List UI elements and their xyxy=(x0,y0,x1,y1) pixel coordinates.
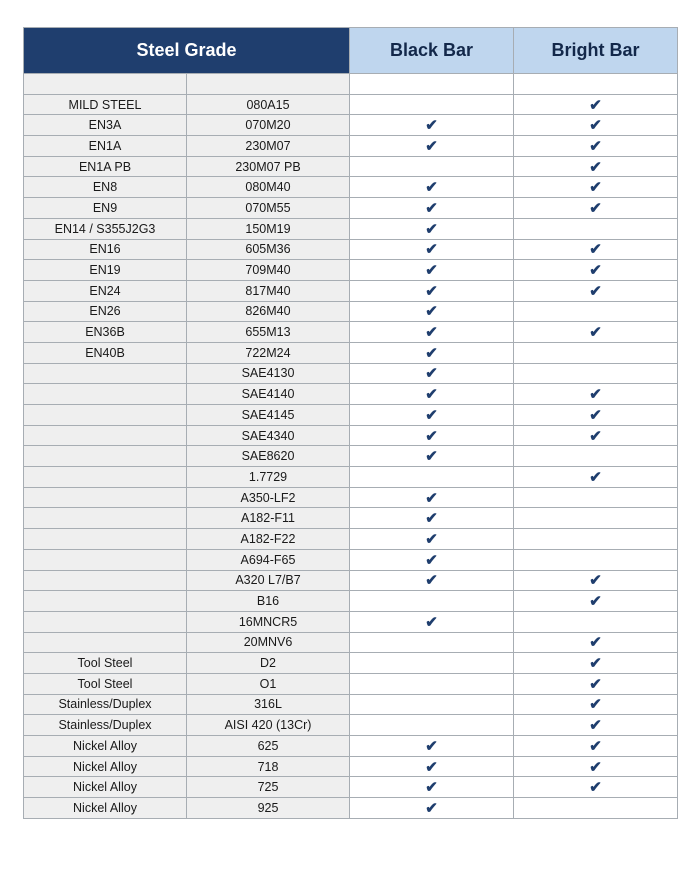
grade-code-cell: 070M20 xyxy=(187,115,350,136)
black-bar-cell xyxy=(350,694,514,715)
spacer-cell xyxy=(24,74,187,95)
grade-name-cell: EN16 xyxy=(24,239,187,260)
grade-code-cell: 718 xyxy=(187,756,350,777)
check-icon: ✔ xyxy=(425,551,438,569)
black-bar-cell xyxy=(350,342,514,363)
black-bar-cell xyxy=(350,673,514,694)
bright-bar-cell xyxy=(514,529,678,550)
bright-bar-cell xyxy=(514,218,678,239)
grade-name-cell: EN40B xyxy=(24,342,187,363)
grade-name-cell xyxy=(24,446,187,467)
bright-bar-cell xyxy=(514,384,678,405)
grade-name-cell: Nickel Alloy xyxy=(24,798,187,819)
table-row xyxy=(24,570,678,591)
grade-name-cell xyxy=(24,611,187,632)
check-icon: ✔ xyxy=(589,593,602,611)
bright-bar-cell xyxy=(514,632,678,653)
grade-code-cell: 16MNCR5 xyxy=(187,611,350,632)
grade-code-cell: 817M40 xyxy=(187,280,350,301)
bright-bar-cell xyxy=(514,715,678,736)
table-body xyxy=(24,74,678,819)
grade-name-cell xyxy=(24,508,187,529)
grade-code-cell: O1 xyxy=(187,673,350,694)
check-icon: ✔ xyxy=(425,344,438,362)
table-row xyxy=(24,177,678,198)
table-row xyxy=(24,425,678,446)
grade-name-cell: Nickel Alloy xyxy=(24,736,187,757)
check-icon: ✔ xyxy=(425,427,438,445)
table-row xyxy=(24,384,678,405)
table-row xyxy=(24,673,678,694)
black-bar-cell xyxy=(350,239,514,260)
black-bar-cell xyxy=(350,425,514,446)
table-row xyxy=(24,260,678,281)
table-row xyxy=(24,508,678,529)
black-bar-cell xyxy=(350,487,514,508)
black-bar-cell xyxy=(350,177,514,198)
check-icon: ✔ xyxy=(425,448,438,466)
table-row xyxy=(24,156,678,177)
check-icon: ✔ xyxy=(589,137,602,155)
bright-bar-cell xyxy=(514,777,678,798)
table-row xyxy=(24,529,678,550)
check-icon: ✔ xyxy=(589,634,602,652)
bright-bar-cell xyxy=(514,611,678,632)
check-icon: ✔ xyxy=(425,530,438,548)
table-row xyxy=(24,363,678,384)
bright-bar-cell xyxy=(514,756,678,777)
bright-bar-cell xyxy=(514,322,678,343)
bright-bar-cell xyxy=(514,446,678,467)
table-row xyxy=(24,467,678,488)
check-icon: ✔ xyxy=(589,241,602,259)
bright-bar-cell xyxy=(514,94,678,115)
spacer-cell xyxy=(350,74,514,95)
table-row xyxy=(24,280,678,301)
grade-code-cell: A350-LF2 xyxy=(187,487,350,508)
check-icon: ✔ xyxy=(425,220,438,238)
black-bar-cell xyxy=(350,798,514,819)
table-row xyxy=(24,239,678,260)
bright-bar-cell xyxy=(514,280,678,301)
grade-code-cell: 080A15 xyxy=(187,94,350,115)
black-bar-cell xyxy=(350,653,514,674)
grade-code-cell: 1.7729 xyxy=(187,467,350,488)
grade-name-cell xyxy=(24,487,187,508)
check-icon: ✔ xyxy=(589,262,602,280)
check-icon: ✔ xyxy=(589,282,602,300)
check-icon: ✔ xyxy=(589,179,602,197)
black-bar-cell xyxy=(350,198,514,219)
black-bar-cell xyxy=(350,218,514,239)
grade-code-cell: SAE4145 xyxy=(187,405,350,426)
grade-code-cell: 725 xyxy=(187,777,350,798)
black-bar-cell xyxy=(350,363,514,384)
grade-name-cell: Nickel Alloy xyxy=(24,756,187,777)
table-row xyxy=(24,694,678,715)
grade-name-cell xyxy=(24,363,187,384)
grade-name-cell xyxy=(24,467,187,488)
check-icon: ✔ xyxy=(425,737,438,755)
table-row xyxy=(24,115,678,136)
grade-code-cell: 625 xyxy=(187,736,350,757)
grade-name-cell: Tool Steel xyxy=(24,673,187,694)
check-icon: ✔ xyxy=(589,779,602,797)
grade-code-cell: 316L xyxy=(187,694,350,715)
bright-bar-cell xyxy=(514,115,678,136)
grade-name-cell: EN1A PB xyxy=(24,156,187,177)
black-bar-cell xyxy=(350,736,514,757)
table-row xyxy=(24,777,678,798)
grade-code-cell: SAE8620 xyxy=(187,446,350,467)
check-icon: ✔ xyxy=(425,406,438,424)
check-icon: ✔ xyxy=(589,199,602,217)
grade-code-cell: 826M40 xyxy=(187,301,350,322)
check-icon: ✔ xyxy=(589,696,602,714)
check-icon: ✔ xyxy=(425,303,438,321)
grade-name-cell: Stainless/Duplex xyxy=(24,694,187,715)
check-icon: ✔ xyxy=(425,799,438,817)
grade-code-cell: SAE4140 xyxy=(187,384,350,405)
grade-code-cell: A182-F22 xyxy=(187,529,350,550)
table-row xyxy=(24,218,678,239)
check-icon: ✔ xyxy=(589,468,602,486)
check-icon: ✔ xyxy=(425,510,438,528)
grade-code-cell: SAE4340 xyxy=(187,425,350,446)
table-row xyxy=(24,611,678,632)
table-row xyxy=(24,798,678,819)
bright-bar-cell xyxy=(514,136,678,157)
grade-name-cell: EN26 xyxy=(24,301,187,322)
check-icon: ✔ xyxy=(425,179,438,197)
black-bar-cell xyxy=(350,260,514,281)
black-bar-cell xyxy=(350,136,514,157)
bright-bar-cell xyxy=(514,342,678,363)
check-icon: ✔ xyxy=(589,406,602,424)
check-icon: ✔ xyxy=(589,758,602,776)
check-icon: ✔ xyxy=(589,427,602,445)
black-bar-cell xyxy=(350,529,514,550)
black-bar-cell xyxy=(350,156,514,177)
check-icon: ✔ xyxy=(425,386,438,404)
table-row xyxy=(24,549,678,570)
grade-code-cell: 230M07 xyxy=(187,136,350,157)
check-icon: ✔ xyxy=(425,117,438,135)
grade-name-cell: EN1A xyxy=(24,136,187,157)
table-row xyxy=(24,94,678,115)
grade-name-cell xyxy=(24,632,187,653)
black-bar-cell xyxy=(350,467,514,488)
check-icon: ✔ xyxy=(589,158,602,176)
bright-bar-cell xyxy=(514,508,678,529)
bright-bar-cell xyxy=(514,301,678,322)
grade-code-cell: 605M36 xyxy=(187,239,350,260)
check-icon: ✔ xyxy=(589,717,602,735)
grade-name-cell xyxy=(24,529,187,550)
table-row xyxy=(24,632,678,653)
check-icon: ✔ xyxy=(425,365,438,383)
table-row xyxy=(24,322,678,343)
black-bar-cell xyxy=(350,508,514,529)
grade-name-cell: Nickel Alloy xyxy=(24,777,187,798)
black-bar-cell xyxy=(350,777,514,798)
bright-bar-cell xyxy=(514,198,678,219)
spacer-row xyxy=(24,74,678,95)
bright-bar-cell xyxy=(514,487,678,508)
grade-name-cell xyxy=(24,549,187,570)
check-icon: ✔ xyxy=(425,489,438,507)
grade-code-cell: 722M24 xyxy=(187,342,350,363)
grade-code-cell: B16 xyxy=(187,591,350,612)
black-bar-cell xyxy=(350,301,514,322)
check-icon: ✔ xyxy=(425,572,438,590)
grade-name-cell: EN3A xyxy=(24,115,187,136)
grade-code-cell: 070M55 xyxy=(187,198,350,219)
table-header xyxy=(24,28,678,74)
grade-code-cell: A182-F11 xyxy=(187,508,350,529)
grade-code-cell: 655M13 xyxy=(187,322,350,343)
black-bar-cell xyxy=(350,405,514,426)
table-row xyxy=(24,591,678,612)
black-bar-cell xyxy=(350,94,514,115)
table-row xyxy=(24,342,678,363)
bright-bar-cell xyxy=(514,673,678,694)
spacer-cell xyxy=(187,74,350,95)
grade-name-cell: EN36B xyxy=(24,322,187,343)
grade-code-cell: 080M40 xyxy=(187,177,350,198)
grade-name-cell xyxy=(24,405,187,426)
black-bar-cell xyxy=(350,591,514,612)
bright-bar-cell xyxy=(514,798,678,819)
grade-name-cell: EN14 / S355J2G3 xyxy=(24,218,187,239)
table-row xyxy=(24,736,678,757)
black-bar-cell xyxy=(350,322,514,343)
bright-bar-cell xyxy=(514,239,678,260)
grade-name-cell xyxy=(24,425,187,446)
grade-name-cell: Stainless/Duplex xyxy=(24,715,187,736)
grade-name-cell: EN9 xyxy=(24,198,187,219)
check-icon: ✔ xyxy=(589,117,602,135)
check-icon: ✔ xyxy=(425,613,438,631)
table-row xyxy=(24,136,678,157)
grade-code-cell: 230M07 PB xyxy=(187,156,350,177)
table-row xyxy=(24,487,678,508)
black-bar-cell xyxy=(350,446,514,467)
check-icon: ✔ xyxy=(425,137,438,155)
check-icon: ✔ xyxy=(425,199,438,217)
table-row xyxy=(24,715,678,736)
check-icon: ✔ xyxy=(425,324,438,342)
black-bar-cell xyxy=(350,384,514,405)
black-bar-cell xyxy=(350,549,514,570)
grade-name-cell xyxy=(24,591,187,612)
bright-bar-cell xyxy=(514,260,678,281)
black-bar-cell xyxy=(350,115,514,136)
bright-bar-cell xyxy=(514,177,678,198)
black-bar-cell xyxy=(350,280,514,301)
check-icon: ✔ xyxy=(425,779,438,797)
table-row xyxy=(24,198,678,219)
bright-bar-cell xyxy=(514,570,678,591)
check-icon: ✔ xyxy=(589,386,602,404)
black-bar-header: Black Bar xyxy=(350,28,514,74)
bright-bar-cell xyxy=(514,736,678,757)
bright-bar-cell xyxy=(514,591,678,612)
grade-name-cell: EN8 xyxy=(24,177,187,198)
check-icon: ✔ xyxy=(589,572,602,590)
check-icon: ✔ xyxy=(589,96,602,114)
check-icon: ✔ xyxy=(589,737,602,755)
table-row xyxy=(24,756,678,777)
bright-bar-cell xyxy=(514,467,678,488)
bright-bar-header: Bright Bar xyxy=(514,28,678,74)
grade-code-cell: AISI 420 (13Cr) xyxy=(187,715,350,736)
black-bar-cell xyxy=(350,715,514,736)
grade-code-cell: 150M19 xyxy=(187,218,350,239)
bright-bar-cell xyxy=(514,425,678,446)
table-row xyxy=(24,446,678,467)
check-icon: ✔ xyxy=(589,324,602,342)
grade-name-cell xyxy=(24,384,187,405)
black-bar-cell xyxy=(350,632,514,653)
grade-code-cell: 709M40 xyxy=(187,260,350,281)
check-icon: ✔ xyxy=(425,241,438,259)
check-icon: ✔ xyxy=(589,655,602,673)
table-row xyxy=(24,405,678,426)
bright-bar-cell xyxy=(514,156,678,177)
bright-bar-cell xyxy=(514,405,678,426)
table-row xyxy=(24,301,678,322)
bright-bar-cell xyxy=(514,694,678,715)
grade-name-cell: MILD STEEL xyxy=(24,94,187,115)
grade-code-cell: 925 xyxy=(187,798,350,819)
grade-code-cell: A694-F65 xyxy=(187,549,350,570)
black-bar-cell xyxy=(350,611,514,632)
black-bar-cell xyxy=(350,756,514,777)
grade-code-cell: A320 L7/B7 xyxy=(187,570,350,591)
grade-name-cell: EN24 xyxy=(24,280,187,301)
grade-code-cell: SAE4130 xyxy=(187,363,350,384)
spacer-cell xyxy=(514,74,678,95)
grade-name-cell: Tool Steel xyxy=(24,653,187,674)
grade-name-cell: EN19 xyxy=(24,260,187,281)
table-row xyxy=(24,653,678,674)
grade-code-cell: 20MNV6 xyxy=(187,632,350,653)
check-icon: ✔ xyxy=(425,282,438,300)
bright-bar-cell xyxy=(514,549,678,570)
steel-grade-table xyxy=(23,27,678,819)
grade-code-cell: D2 xyxy=(187,653,350,674)
bright-bar-cell xyxy=(514,363,678,384)
bright-bar-cell xyxy=(514,653,678,674)
check-icon: ✔ xyxy=(589,675,602,693)
grade-name-cell xyxy=(24,570,187,591)
steel-grade-header: Steel Grade xyxy=(24,28,350,74)
check-icon: ✔ xyxy=(425,262,438,280)
check-icon: ✔ xyxy=(425,758,438,776)
black-bar-cell xyxy=(350,570,514,591)
